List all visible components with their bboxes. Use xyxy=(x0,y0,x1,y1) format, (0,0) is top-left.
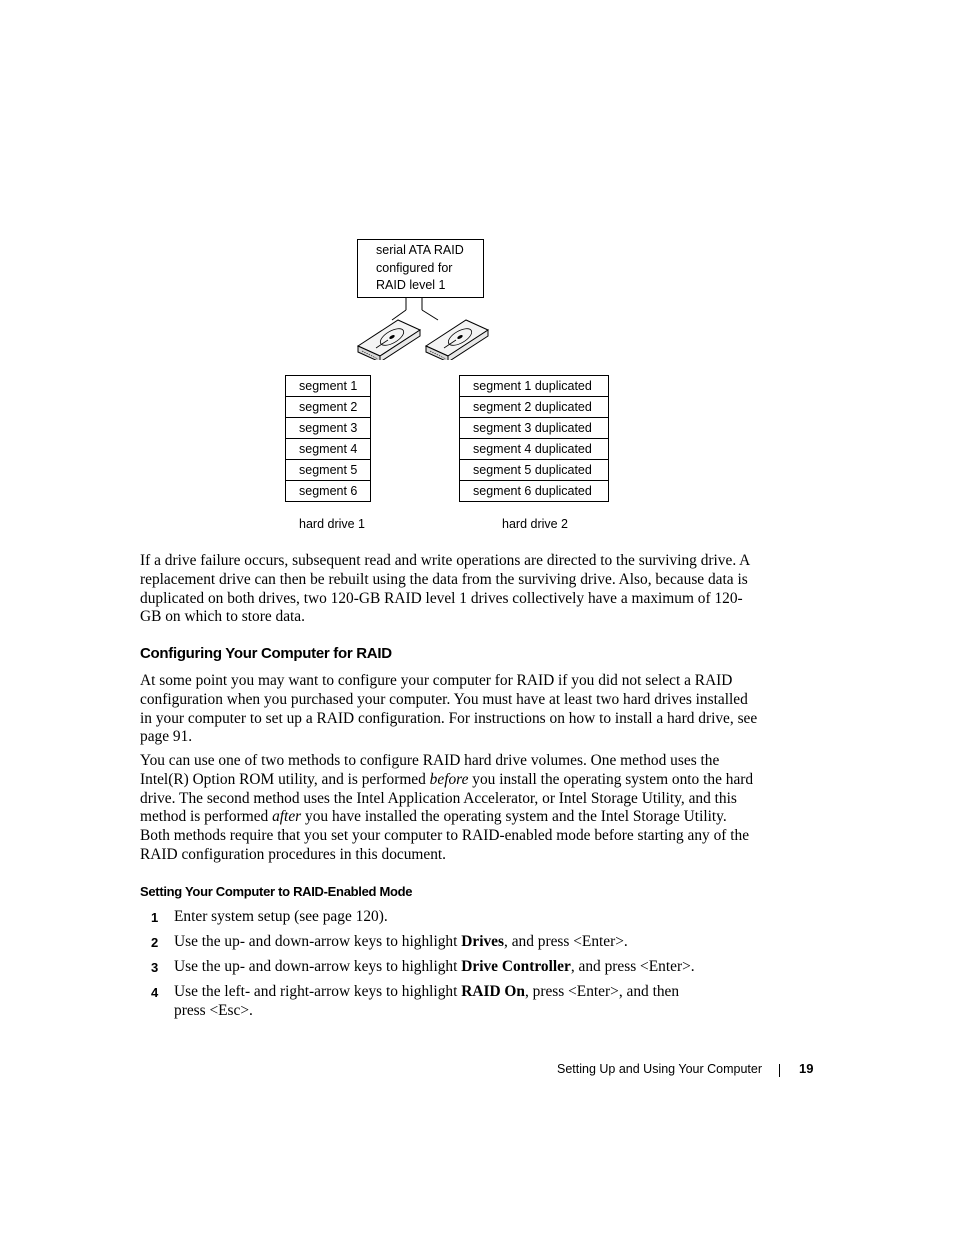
section-paragraph-1: At some point you may want to configure your computer for RAID if you did not select a RAID configuration when you purchased your computer. You must have at least two hard drives installed in your computer to set up a RAID configuration. For instructions on how to install a hard drive, see page 91. xyxy=(140,672,758,746)
hard-drives-illustration xyxy=(350,298,500,360)
step-number: 3 xyxy=(151,960,159,975)
step-text-part: , and press <Enter>. xyxy=(570,958,695,975)
step-text xyxy=(174,933,714,952)
duplicated-segment-cell: segment 6 duplicated xyxy=(460,481,609,502)
connector-line-right-diag xyxy=(422,310,438,320)
paragraph-text: You can use one of two methods to configure RAID hard drive volumes. One method uses the Intel(R) Option ROM utility, and is performed xyxy=(140,752,720,788)
step-text-part: , and press <Enter>. xyxy=(504,933,628,950)
duplicated-segment-cell: segment 2 duplicated xyxy=(460,397,609,418)
emphasis-after: after xyxy=(272,808,302,826)
connector-line-left-diag xyxy=(392,310,406,320)
footer-divider xyxy=(779,1064,780,1077)
hard-drive-1-segments xyxy=(285,375,371,502)
hard-drive-2-segments xyxy=(459,375,609,502)
intro-paragraph: If a drive failure occurs, subsequent read and write operations are directed to the surviving drive. A replacement drive can then be rebuilt using the data from the surviving drive. Also, because data is duplicated on both drives, two 120-GB RAID level 1 drives collectively have a maximum of 120-GB on which to store data. xyxy=(140,552,750,626)
paragraph-text: you have installed the operating system and the Intel Storage Utility. Both methods require that you set your computer to RAID-enabled mode before starting any of the RAID configuration procedures in this document. xyxy=(140,808,750,863)
step-text-part: Use the up- and down-arrow keys to highlight xyxy=(174,933,462,950)
segment-cell: segment 3 xyxy=(286,418,371,439)
page-number: 19 xyxy=(799,1061,814,1076)
emphasis-before: before xyxy=(429,770,469,788)
hard-drive-1-caption: hard drive 1 xyxy=(299,517,366,531)
step-text-part: Use the left- and right-arrow keys to highlight xyxy=(174,983,462,1000)
raid-label-line-3: RAID level 1 xyxy=(376,278,446,292)
step-keyword: Drive Controller xyxy=(461,958,571,975)
step-text-part: , press <Enter>, and then press <Esc>. xyxy=(174,983,680,1019)
raid-label-box xyxy=(357,239,484,298)
step-number: 4 xyxy=(151,985,159,1000)
raid-label-line-2: configured for xyxy=(376,260,453,275)
duplicated-segment-cell: segment 5 duplicated xyxy=(460,460,609,481)
segment-cell: segment 4 xyxy=(286,439,371,460)
step-keyword: Drives xyxy=(461,933,504,950)
subsection-heading: Setting Your Computer to RAID-Enabled Mode xyxy=(140,884,413,899)
segment-cell: segment 5 xyxy=(286,460,371,481)
footer-chapter-title: Setting Up and Using Your Computer xyxy=(557,1062,762,1076)
step-text xyxy=(174,983,714,1021)
step-number: 1 xyxy=(151,910,159,925)
step-keyword: RAID On xyxy=(461,983,525,1000)
segment-cell: segment 6 xyxy=(286,481,371,502)
duplicated-segment-cell: segment 1 duplicated xyxy=(460,376,609,397)
step-text xyxy=(174,958,714,977)
hard-drive-1-icon xyxy=(358,320,420,360)
section-heading: Configuring Your Computer for RAID xyxy=(140,645,392,662)
step-number: 2 xyxy=(151,935,159,950)
segment-cell: segment 2 xyxy=(286,397,371,418)
step-text-part: Enter system setup (see page 120). xyxy=(174,908,388,925)
hard-drive-2-icon xyxy=(426,320,488,360)
duplicated-segment-cell: segment 4 duplicated xyxy=(460,439,609,460)
raid-label-line-1: serial ATA RAID xyxy=(376,243,464,257)
step-text-part: Use the up- and down-arrow keys to highlight xyxy=(174,958,462,975)
step-text xyxy=(174,908,714,927)
duplicated-segment-cell: segment 3 duplicated xyxy=(460,418,609,439)
paragraph-text: you install the operating system onto the hard drive. The second method uses the Intel Application Accelerator, or Intel Storage Utility, and this method is performed xyxy=(140,770,754,826)
hard-drive-2-caption: hard drive 2 xyxy=(502,517,569,531)
section-paragraph-2 xyxy=(140,752,760,865)
segment-cell: segment 1 xyxy=(286,376,371,397)
